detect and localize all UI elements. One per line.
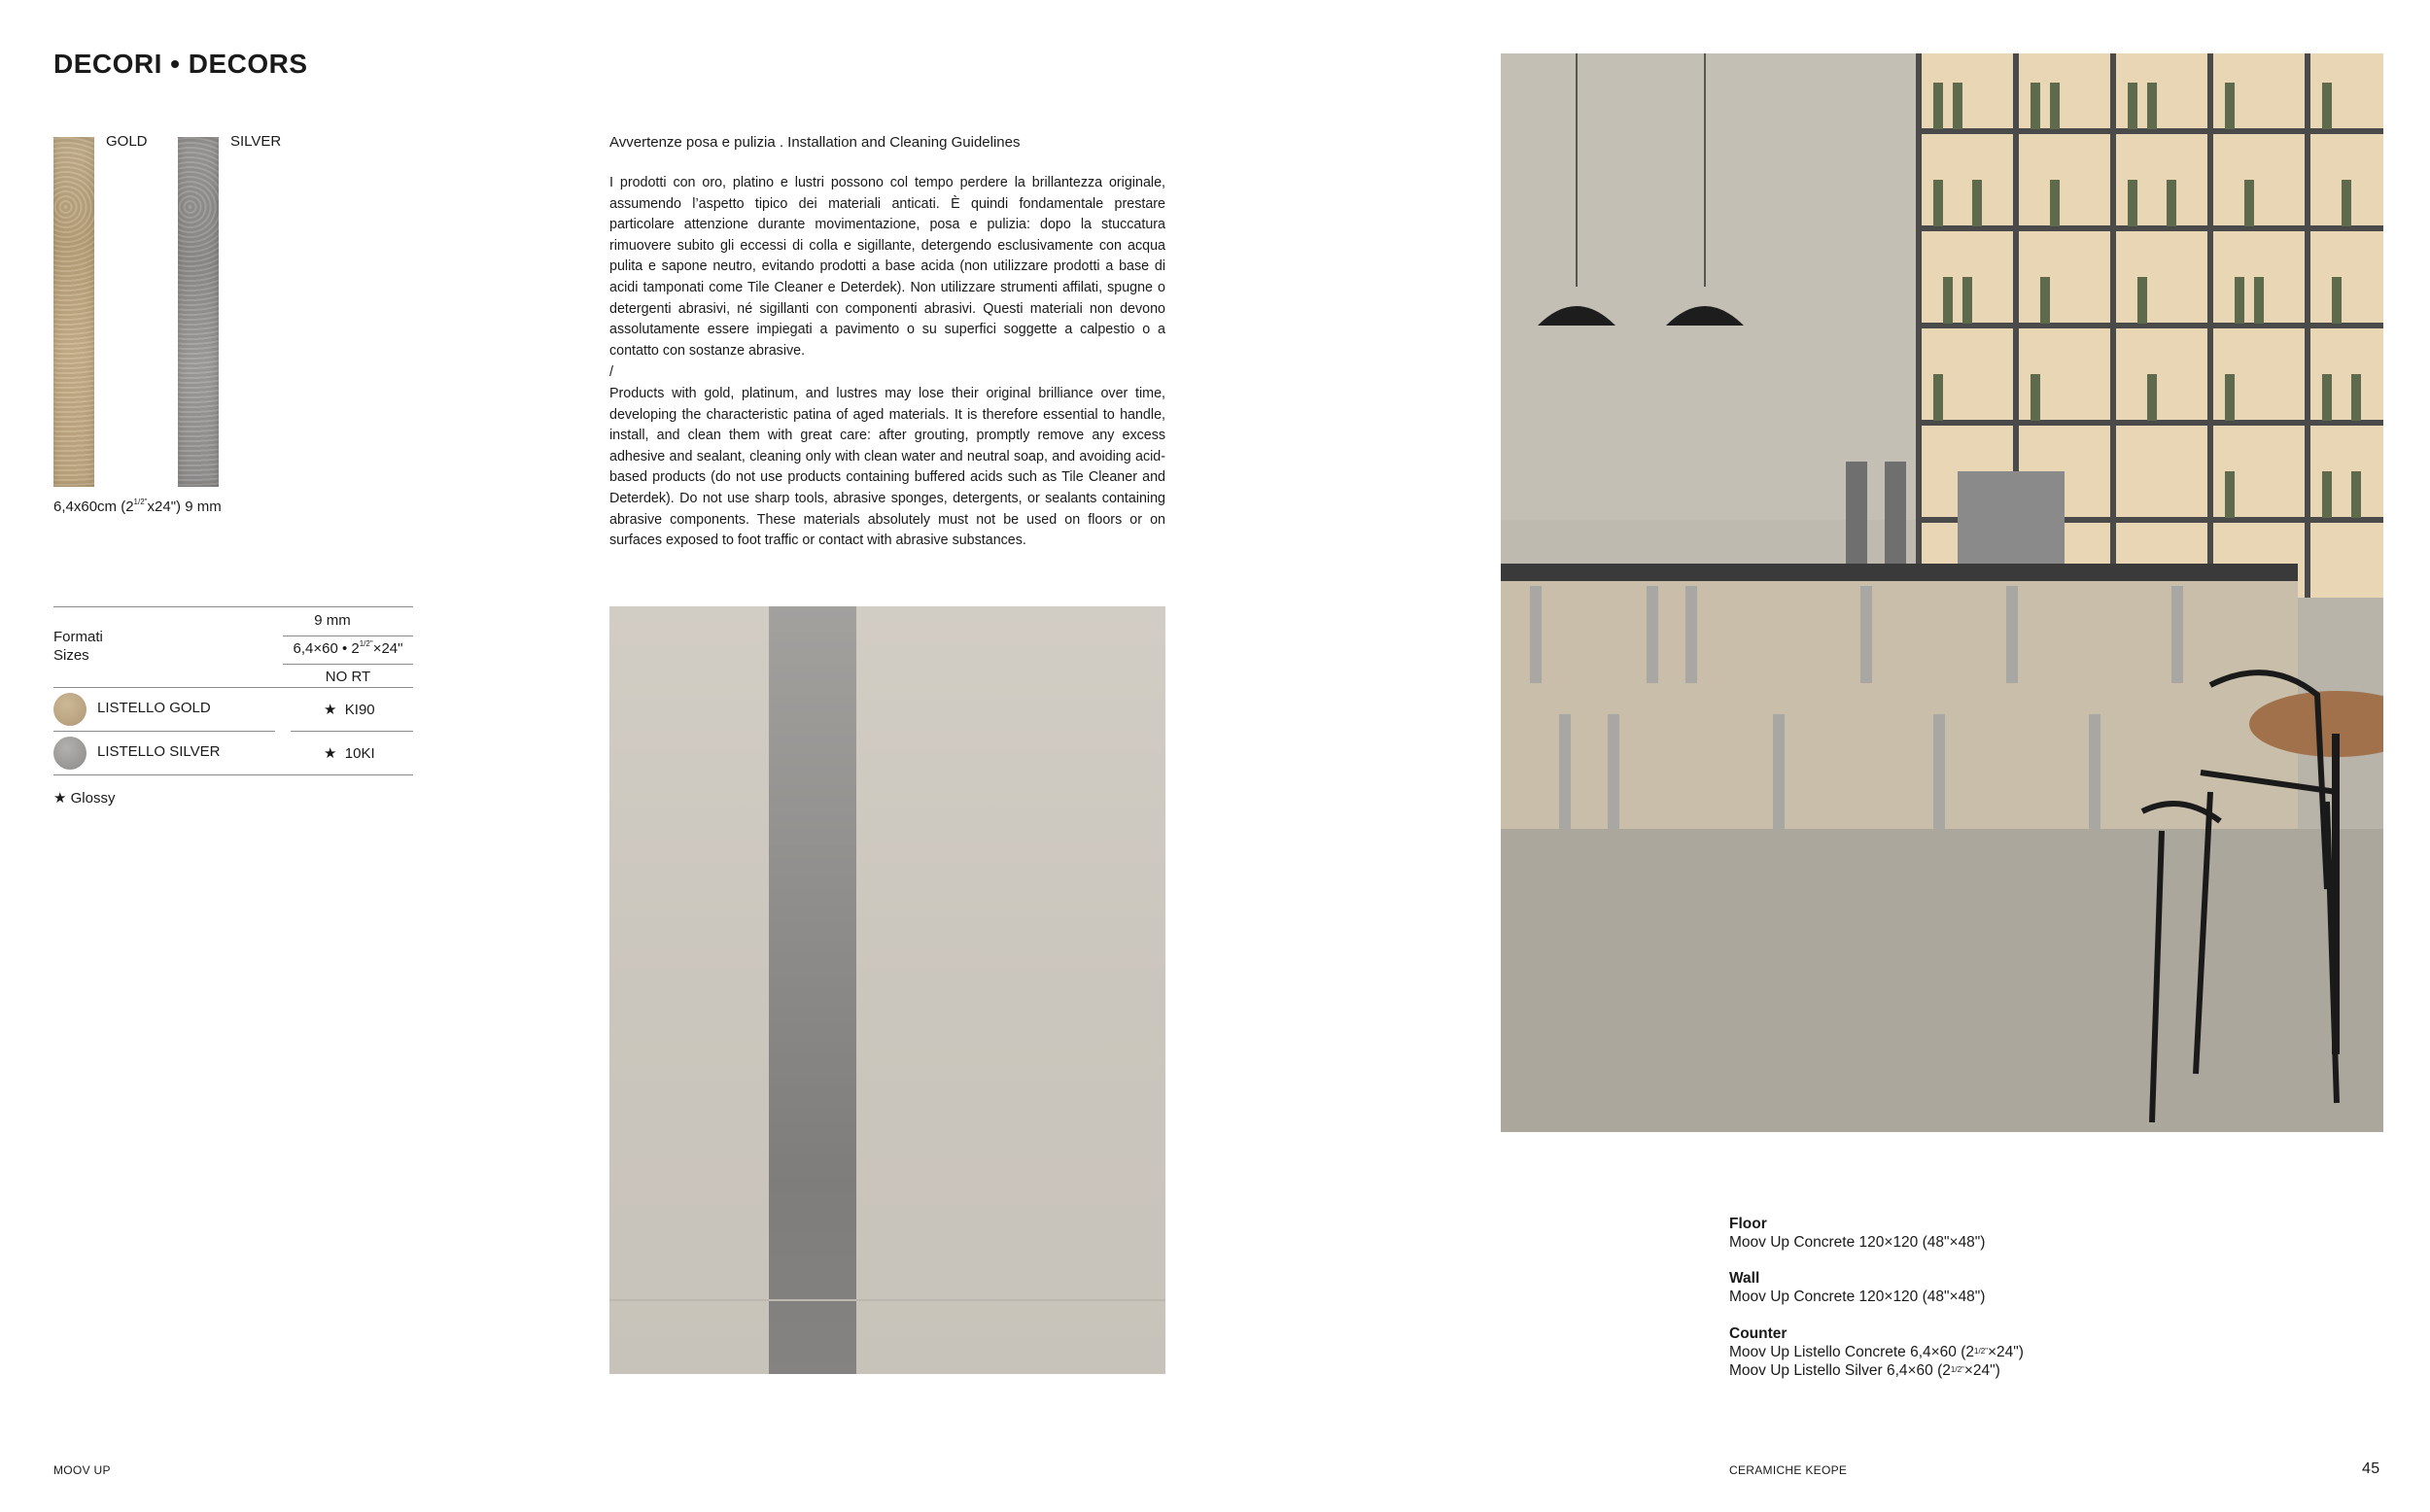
star-icon: ★ <box>53 790 67 807</box>
table-row-silver-code: ★ 10KI <box>324 745 375 762</box>
silver-strip-sample <box>178 137 219 487</box>
finish-cell: NO RT <box>325 669 371 685</box>
floor-caption <box>1729 1215 1985 1252</box>
formats-label-en: Sizes <box>53 647 89 664</box>
guidelines-english: Products with gold, platinum, and lustres may lose their original brilliance over time, developing the characteristic patina of aged materials. It is therefore essential to handle, install, and clean them with great care: after grouting, promptly remove any excess adhesive and sealant, cleaning only with clean water and neutral soap, and avoiding acid-based products (do not use products containing buffered acids such as Tile Cleaner and Deterdek). Do not use sharp tools, abrasive sponges, detergents, or sealants containing abrasive components. These materials absolutely must not be used on floors or on surfaces exposed to foot traffic or contact with abrasive substances. <box>609 386 1165 549</box>
silver-label: SILVER <box>230 133 282 150</box>
gold-swatch <box>53 693 87 726</box>
counter-caption <box>1729 1324 2024 1380</box>
counter-line-2: Moov Up Listello Silver 6,4×60 $(2^{1/2"}\times 24")$ <box>1729 1362 2000 1379</box>
table-row-gold-code: ★ KI90 <box>324 702 375 718</box>
tile-closeup-image <box>609 606 1165 1374</box>
wall-text: Moov Up Concrete 120×120 (48"×48") <box>1729 1289 1986 1305</box>
counter-line-1: Moov Up Listello Concrete 6,4×60 $(2^{1/2"}\times 24")$ <box>1729 1344 2024 1360</box>
floor-text: Moov Up Concrete 120×120 (48"×48") <box>1729 1234 1986 1251</box>
glossy-legend: ★ Glossy <box>53 790 116 807</box>
star-icon: ★ <box>324 702 337 718</box>
sample-size-caption: 6,4x60cm $(2^{1/2"}x24")$ 9 mm <box>53 498 222 515</box>
page-title: DECORI • DECORS <box>53 49 308 79</box>
gold-strip-sample <box>53 137 94 487</box>
footer-center: CERAMICHE KEOPE <box>1729 1463 1848 1477</box>
wall-title: Wall <box>1729 1270 1760 1287</box>
gold-label: GOLD <box>106 133 148 150</box>
table-row-gold-name: LISTELLO GOLD <box>97 700 211 716</box>
silver-swatch <box>53 737 87 770</box>
floor-title: Floor <box>1729 1216 1767 1232</box>
tile-seam-line <box>609 1299 1165 1301</box>
counter-title: Counter <box>1729 1325 1788 1342</box>
footer-left: MOOV UP <box>53 1463 111 1477</box>
wall-caption <box>1729 1269 1985 1306</box>
table-row-silver-name: LISTELLO SILVER <box>97 743 221 760</box>
interior-photo <box>1501 53 2383 1132</box>
guidelines-separator: / <box>609 364 613 380</box>
thickness-cell: 9 mm <box>314 612 351 629</box>
size-cell: 6,4×60 • $2^{1/2"}\times 24$" <box>293 639 403 657</box>
formats-table <box>53 606 413 820</box>
guidelines-italian: I prodotti con oro, platino e lustri possono col tempo perdere la brillantezza originale, assumendo l’aspetto tipico dei materiali anticati. È quindi fondamentale prestare particolare attenzione durante movimentazione, posa e pulizia: dopo la stuccatura rimuovere subito gli eccessi di colla e sigillante, detergendo esclusivamente con acqua pulita e sapone neutro, evitando prodotti a base acida (non utilizzare prodotti a base di acidi tamponati come Tile Cleaner e Deterdek). Non utilizzare strumenti affilati, spugne o detergenti abrasivi, né sigillanti con componenti abrasivi. Questi materiali non devono assolutamente essere impiegati a pavimento o su superfici soggette a calpestio o a contatto con sostanze abrasive. <box>609 175 1165 359</box>
silver-listello-band <box>769 606 856 1374</box>
page-number: 45 <box>2362 1460 2380 1477</box>
formats-label-it: Formati <box>53 629 103 645</box>
star-icon: ★ <box>324 745 337 762</box>
guidelines-heading: Avvertenze posa e pulizia . Installation and Cleaning Guidelines <box>609 134 1021 151</box>
